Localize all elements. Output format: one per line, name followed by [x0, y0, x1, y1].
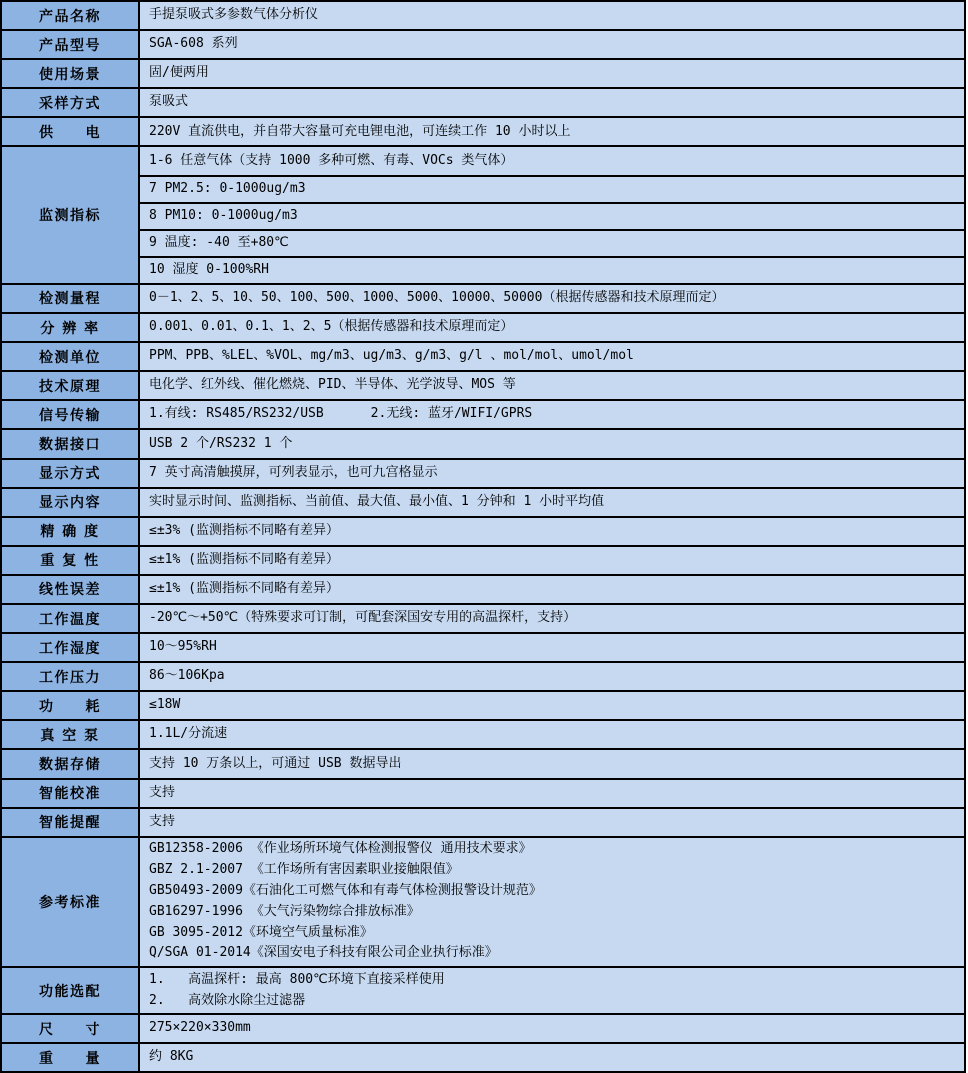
spec-value-line: ≤±1% (监测指标不同略有差异） — [149, 581, 339, 597]
row-values — [140, 605, 964, 632]
row-label: 检测量程 — [2, 285, 140, 312]
spec-value-cell — [140, 1015, 964, 1042]
spec-row — [2, 807, 964, 836]
spec-value-line: ≤18W — [149, 697, 181, 713]
spec-value-cell — [140, 118, 964, 145]
spec-row — [2, 283, 964, 312]
spec-value-cell — [140, 750, 964, 777]
row-values — [140, 1015, 964, 1042]
row-values — [140, 314, 964, 341]
row-label: 使用场景 — [2, 60, 140, 87]
spec-value-line: 电化学、红外线、催化燃烧、PID、半导体、光学波导、MOS 等 — [149, 377, 516, 393]
spec-value-cell — [140, 343, 964, 370]
spec-value-line: 约 8KG — [149, 1049, 194, 1065]
spec-row — [2, 516, 964, 545]
row-label: 产品名称 — [2, 2, 140, 29]
spec-value-cell — [140, 634, 964, 661]
row-label: 精 确 度 — [2, 518, 140, 545]
spec-value-line: 固/便两用 — [149, 65, 209, 81]
spec-row — [2, 58, 964, 87]
spec-value-cell — [140, 489, 964, 516]
spec-value-line: 8 PM10: 0-1000ug/m3 — [149, 207, 298, 223]
row-label: 智能校准 — [2, 780, 140, 807]
row-label: 技术原理 — [2, 372, 140, 399]
row-label: 检测单位 — [2, 343, 140, 370]
spec-value-line: SGA-608 系列 — [149, 36, 238, 52]
spec-row — [2, 458, 964, 487]
row-values — [140, 750, 964, 777]
spec-value-line: Q/SGA 01-2014《深国安电子科技有限公司企业执行标准》 — [149, 945, 498, 961]
row-values — [140, 118, 964, 145]
spec-value-line: -20℃～+50℃（特殊要求可订制，可配套深国安专用的高温探杆，支持） — [149, 610, 577, 626]
row-label: 功能选配 — [2, 968, 140, 1013]
row-values — [140, 401, 964, 428]
row-values — [140, 489, 964, 516]
row-label: 显示内容 — [2, 489, 140, 516]
row-label: 信号传输 — [2, 401, 140, 428]
spec-value-cell — [140, 809, 964, 836]
row-values — [140, 2, 964, 29]
spec-row — [2, 603, 964, 632]
spec-value-line: GB50493-2009《石油化工可燃气体和有毒气体检测报警设计规范》 — [149, 883, 542, 899]
spec-row — [2, 312, 964, 341]
spec-value-line: GB16297-1996 《大气污染物综合排放标准》 — [149, 903, 420, 919]
spec-row — [2, 116, 964, 145]
spec-row — [2, 341, 964, 370]
row-values — [140, 576, 964, 603]
row-values — [140, 721, 964, 748]
spec-row — [2, 399, 964, 428]
row-label: 分 辨 率 — [2, 314, 140, 341]
spec-value-cell — [140, 175, 964, 202]
row-values — [140, 809, 964, 836]
row-values — [140, 547, 964, 574]
spec-value-cell — [140, 60, 964, 87]
spec-value-cell — [140, 576, 964, 603]
row-label: 产品型号 — [2, 31, 140, 58]
row-label: 工作湿度 — [2, 634, 140, 661]
spec-value-cell — [140, 2, 964, 29]
row-values — [140, 838, 964, 966]
spec-row — [2, 2, 964, 29]
spec-value-cell — [140, 547, 964, 574]
spec-row — [2, 145, 964, 282]
row-label: 尺 寸 — [2, 1015, 140, 1042]
spec-value-line: 泵吸式 — [149, 94, 189, 110]
row-label: 数据存储 — [2, 750, 140, 777]
spec-value-cell — [140, 460, 964, 487]
spec-value-line: 1-6 任意气体（支持 1000 多种可燃、有毒、VOCs 类气体） — [149, 152, 514, 168]
spec-row — [2, 836, 964, 966]
spec-value-line: GBZ 2.1-2007 《工作场所有害因素职业接触限值》 — [149, 862, 459, 878]
row-label: 采样方式 — [2, 89, 140, 116]
spec-value-cell — [140, 605, 964, 632]
row-values — [140, 968, 964, 1013]
row-label: 供 电 — [2, 118, 140, 145]
row-values — [140, 1044, 964, 1071]
spec-value-cell — [140, 838, 964, 966]
spec-value-cell — [140, 401, 964, 428]
row-values — [140, 147, 964, 282]
spec-value-line: 7 英寸高清触摸屏，可列表显示，也可九宫格显示 — [149, 464, 438, 480]
spec-value-cell — [140, 229, 964, 256]
row-values — [140, 372, 964, 399]
spec-value-line: GB12358-2006 《作业场所环境气体检测报警仪 通用技术要求》 — [149, 841, 532, 857]
spec-row — [2, 1013, 964, 1042]
spec-value-line: 0.001、0.01、0.1、1、2、5（根据传感器和技术原理而定） — [149, 319, 514, 335]
spec-value-cell — [140, 430, 964, 457]
row-values — [140, 430, 964, 457]
row-label: 智能提醒 — [2, 809, 140, 836]
spec-value-cell — [140, 285, 964, 312]
row-label: 线性误差 — [2, 576, 140, 603]
spec-value-line: 10～95%RH — [149, 639, 217, 655]
spec-value-line: 0－1、2、5、10、50、100、500、1000、5000、10000、50000（根据传感器和技术原理而定） — [149, 290, 725, 306]
spec-row — [2, 690, 964, 719]
spec-value-line: 支持 — [149, 784, 176, 800]
spec-row — [2, 428, 964, 457]
spec-value-line: 2. 高效除水除尘过滤器 — [149, 992, 306, 1008]
spec-value-cell — [140, 518, 964, 545]
row-label: 显示方式 — [2, 460, 140, 487]
spec-row — [2, 661, 964, 690]
spec-value-cell — [140, 202, 964, 229]
spec-row — [2, 748, 964, 777]
spec-row — [2, 1042, 964, 1071]
row-label: 重 量 — [2, 1044, 140, 1071]
spec-row — [2, 487, 964, 516]
spec-value-line: 9 温度: -40 至+80℃ — [149, 234, 289, 250]
spec-value-line: 手提泵吸式多参数气体分析仪 — [149, 7, 319, 23]
spec-value-line: 实时显示时间、监测指标、当前值、最大值、最小值、1 分钟和 1 小时平均值 — [149, 493, 605, 509]
spec-value-line: 支持 10 万条以上，可通过 USB 数据导出 — [149, 755, 402, 771]
spec-row — [2, 632, 964, 661]
row-values — [140, 460, 964, 487]
spec-value-cell — [140, 256, 964, 283]
row-label: 真 空 泵 — [2, 721, 140, 748]
spec-value-line: 10 湿度 0-100%RH — [149, 261, 269, 277]
row-label: 工作温度 — [2, 605, 140, 632]
spec-value-cell — [140, 968, 964, 1013]
spec-value-cell — [140, 780, 964, 807]
spec-row — [2, 29, 964, 58]
spec-row — [2, 719, 964, 748]
row-label: 功 耗 — [2, 692, 140, 719]
spec-value-line: GB 3095-2012《环境空气质量标准》 — [149, 924, 373, 940]
spec-row — [2, 574, 964, 603]
spec-value-line: PPM、PPB、%LEL、%VOL、mg/m3、ug/m3、g/m3、g/l 、mol/mol、umol/mol — [149, 348, 634, 364]
spec-row — [2, 778, 964, 807]
spec-value-cell — [140, 692, 964, 719]
spec-value-line: 1. 高温探杆: 最高 800℃环境下直接采样使用 — [149, 971, 445, 987]
row-values — [140, 343, 964, 370]
row-values — [140, 89, 964, 116]
row-label: 工作压力 — [2, 663, 140, 690]
spec-value-line: 220V 直流供电，并自带大容量可充电锂电池，可连续工作 10 小时以上 — [149, 123, 571, 139]
spec-row — [2, 87, 964, 116]
row-label: 重 复 性 — [2, 547, 140, 574]
row-values — [140, 518, 964, 545]
spec-value-cell — [140, 314, 964, 341]
spec-value-line: 支持 — [149, 813, 176, 829]
row-values — [140, 285, 964, 312]
spec-value-line: 1.有线: RS485/RS232/USB 2.无线: 蓝牙/WIFI/GPRS — [149, 406, 533, 422]
spec-value-line: ≤±3% (监测指标不同略有差异） — [149, 522, 339, 538]
spec-row — [2, 966, 964, 1013]
spec-value-line: 86～106Kpa — [149, 668, 225, 684]
spec-value-line: 1.1L/分流速 — [149, 726, 228, 742]
spec-row — [2, 370, 964, 399]
row-label: 参考标准 — [2, 838, 140, 966]
row-values — [140, 60, 964, 87]
row-label: 数据接口 — [2, 430, 140, 457]
row-values — [140, 780, 964, 807]
row-label: 监测指标 — [2, 147, 140, 282]
spec-value-line: USB 2 个/RS232 1 个 — [149, 435, 293, 451]
spec-value-cell — [140, 721, 964, 748]
spec-value-line: 275×220×330mm — [149, 1020, 251, 1036]
row-values — [140, 634, 964, 661]
row-values — [140, 31, 964, 58]
spec-value-cell — [140, 1044, 964, 1071]
spec-row — [2, 545, 964, 574]
row-values — [140, 692, 964, 719]
spec-value-cell — [140, 31, 964, 58]
row-values — [140, 663, 964, 690]
spec-value-cell — [140, 663, 964, 690]
spec-value-line: 7 PM2.5: 0-1000ug/m3 — [149, 180, 306, 196]
spec-value-cell — [140, 372, 964, 399]
spec-value-cell — [140, 89, 964, 116]
spec-value-line: ≤±1% (监测指标不同略有差异） — [149, 551, 339, 567]
spec-value-cell — [140, 147, 964, 174]
